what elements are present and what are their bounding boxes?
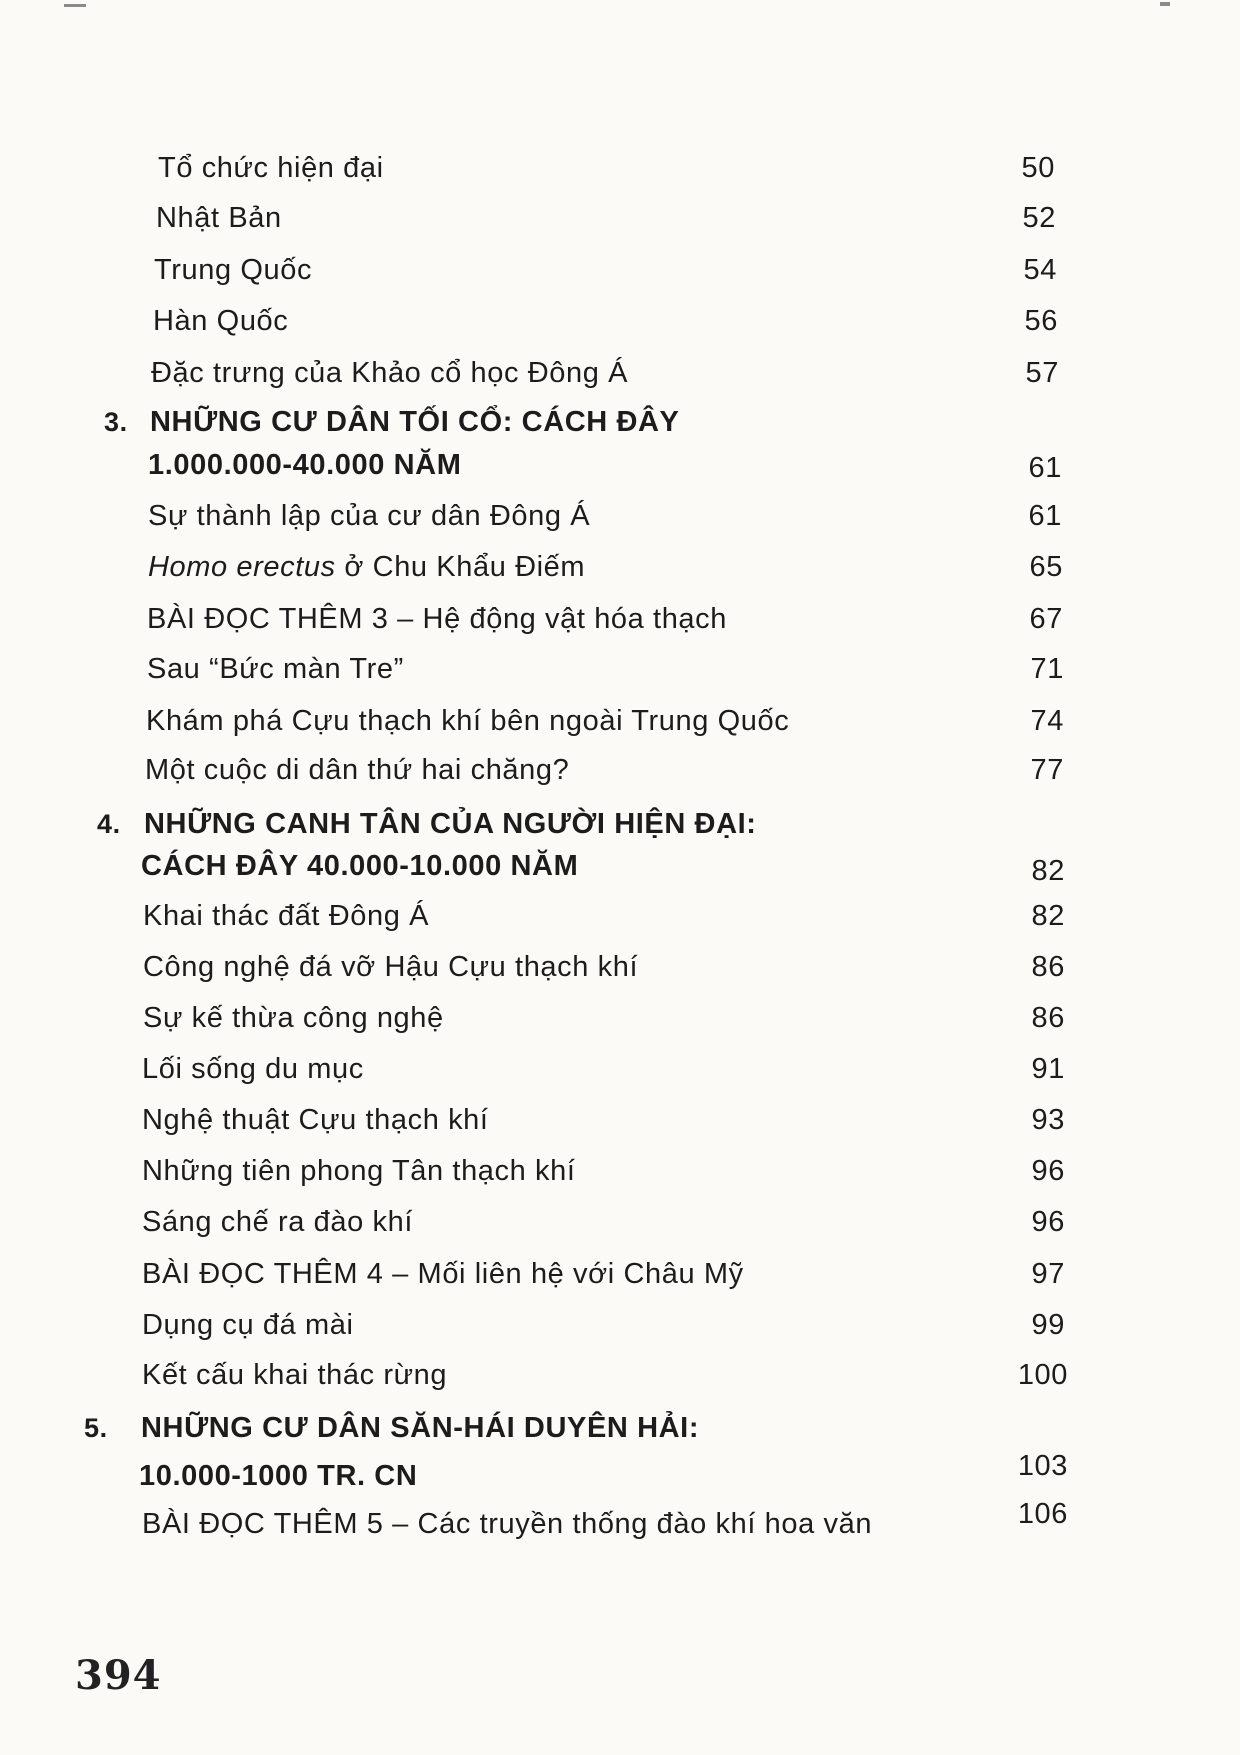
entry-page-number: 54 — [1023, 254, 1057, 286]
entry-title: BÀI ĐỌC THÊM 4 – Mối liên hệ với Châu Mỹ — [142, 1258, 744, 1290]
entry-page-number: 56 — [1024, 305, 1058, 337]
entry-title: Lối sống du mục — [142, 1053, 364, 1085]
entry-title: BÀI ĐỌC THÊM 3 – Hệ động vật hóa thạch — [147, 603, 727, 635]
entry-title — [148, 547, 585, 587]
entry-page-number: 82 — [1031, 855, 1065, 887]
entry-page-number: 61 — [1028, 500, 1062, 532]
entry-page-number: 86 — [1031, 951, 1065, 983]
entry-page-number: 77 — [1030, 754, 1064, 786]
entry-title-rest: ở Chu Khẩu Điếm — [335, 551, 586, 583]
entry-page-number: 71 — [1030, 653, 1064, 685]
chapter-number: 4. — [97, 809, 121, 839]
entry-title-italic: Homo erectus — [148, 551, 336, 583]
entry-page-number: 65 — [1029, 551, 1063, 583]
entry-page-number: 93 — [1031, 1104, 1065, 1136]
entry-title: Những tiên phong Tân thạch khí — [142, 1155, 576, 1187]
chapter-title-continued: 1.000.000-40.000 NĂM — [148, 449, 462, 481]
chapter-title: NHỮNG CƯ DÂN SĂN-HÁI DUYÊN HẢI: — [141, 1412, 700, 1444]
entry-title: Trung Quốc — [154, 254, 313, 286]
chapter-title-continued: 10.000-1000 TR. CN — [139, 1460, 418, 1492]
entry-page-number: 61 — [1028, 452, 1062, 484]
entry-title: Nghệ thuật Cựu thạch khí — [142, 1104, 489, 1136]
entry-page-number: 96 — [1031, 1155, 1065, 1187]
entry-page-number: 103 — [1017, 1450, 1068, 1482]
entry-page-number: 91 — [1031, 1053, 1065, 1085]
entry-title: Đặc trưng của Khảo cổ học Đông Á — [151, 357, 629, 389]
entry-page-number: 67 — [1029, 603, 1063, 635]
chapter-title: NHỮNG CANH TÂN CỦA NGƯỜI HIỆN ĐẠI: — [144, 808, 757, 840]
entry-page-number: 82 — [1031, 900, 1065, 932]
chapter-number: 3. — [104, 407, 128, 437]
entry-page-number: 99 — [1031, 1309, 1065, 1341]
entry-title: Sự thành lập của cư dân Đông Á — [148, 500, 591, 532]
entry-page-number: 57 — [1025, 357, 1059, 389]
entry-title: Kết cấu khai thác rừng — [142, 1359, 448, 1391]
entry-title: Sự kế thừa công nghệ — [143, 1002, 444, 1034]
entry-page-number: 50 — [1021, 152, 1055, 184]
entry-page-number: 52 — [1022, 202, 1056, 234]
entry-page-number: 86 — [1031, 1002, 1065, 1034]
entry-page-number: 100 — [1017, 1359, 1068, 1391]
entry-title: Tổ chức hiện đại — [158, 152, 384, 184]
entry-title: Nhật Bản — [156, 202, 282, 234]
entry-title: Sau “Bức màn Tre” — [147, 653, 404, 685]
chapter-title-continued: CÁCH ĐÂY 40.000-10.000 NĂM — [141, 850, 579, 882]
entry-page-number: 96 — [1031, 1206, 1065, 1238]
entry-title: Khám phá Cựu thạch khí bên ngoài Trung Quốc — [146, 705, 790, 737]
entry-page-number: 74 — [1030, 705, 1064, 737]
entry-title: BÀI ĐỌC THÊM 5 – Các truyền thống đào khí hoa văn — [142, 1508, 873, 1540]
entry-page-number: 97 — [1031, 1258, 1065, 1290]
chapter-title: NHỮNG CƯ DÂN TỐI CỔ: CÁCH ĐÂY — [150, 406, 680, 438]
page-number: 394 — [75, 1652, 162, 1699]
entry-title: Dụng cụ đá mài — [142, 1309, 354, 1341]
entry-page-number: 106 — [1017, 1498, 1068, 1530]
entry-title: Hàn Quốc — [153, 305, 289, 337]
entry-title: Công nghệ đá vỡ Hậu Cựu thạch khí — [143, 951, 639, 983]
chapter-number: 5. — [84, 1413, 108, 1443]
entry-title: Một cuộc di dân thứ hai chăng? — [145, 754, 570, 786]
entry-title: Khai thác đất Đông Á — [143, 900, 430, 932]
entry-title: Sáng chế ra đào khí — [142, 1206, 413, 1238]
